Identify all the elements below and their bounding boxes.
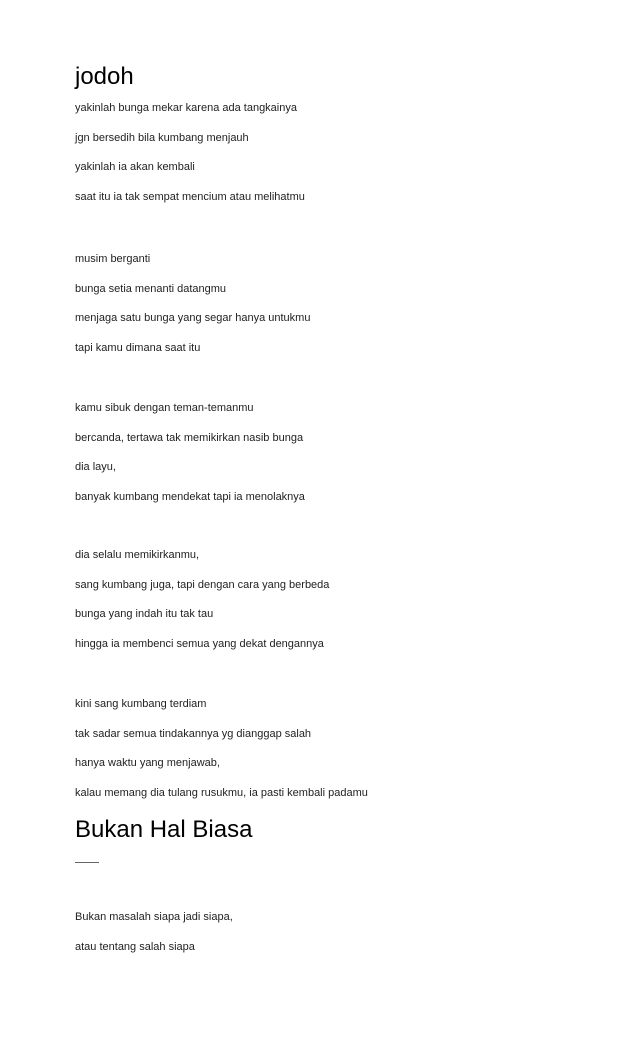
poem-line: bercanda, tertawa tak memikirkan nasib bunga [75,432,304,444]
poem-line: kini sang kumbang terdiam [75,698,207,710]
poem-line: Bukan masalah siapa jadi siapa, [75,911,233,923]
poem-line: kalau memang dia tulang rusukmu, ia pasti kembali padamu [75,787,368,799]
poem-title: Bukan Hal Biasa [75,816,253,843]
poem-line: tapi kamu dimana saat itu [75,342,201,354]
title-divider [75,862,99,863]
poem-line: tak sadar semua tindakannya yg dianggap salah [75,728,312,740]
poem-line: bunga yang indah itu tak tau [75,608,214,620]
poem-line: yakinlah bunga mekar karena ada tangkainya [75,102,297,114]
poem-line: banyak kumbang mendekat tapi ia menolaknya [75,491,305,503]
poem-line: musim berganti [75,253,151,265]
poem-line: hanya waktu yang menjawab, [75,757,220,769]
poem-line: bunga setia menanti datangmu [75,283,227,295]
poem-line: sang kumbang juga, tapi dengan cara yang berbeda [75,579,330,591]
poem-line: jgn bersedih bila kumbang menjauh [75,132,249,144]
poem-line: atau tentang salah siapa [75,941,195,953]
poem-line: menjaga satu bunga yang segar hanya untukmu [75,312,311,324]
poem-line: dia selalu memikirkanmu, [75,549,200,561]
poem-line: saat itu ia tak sempat mencium atau melihatmu [75,191,305,203]
poem-line: yakinlah ia akan kembali [75,161,195,173]
poem-title: jodoh [75,63,134,90]
poem-line: dia layu, [75,461,116,473]
poem-line: kamu sibuk dengan teman-temanmu [75,402,254,414]
poem-line: hingga ia membenci semua yang dekat dengannya [75,638,324,650]
